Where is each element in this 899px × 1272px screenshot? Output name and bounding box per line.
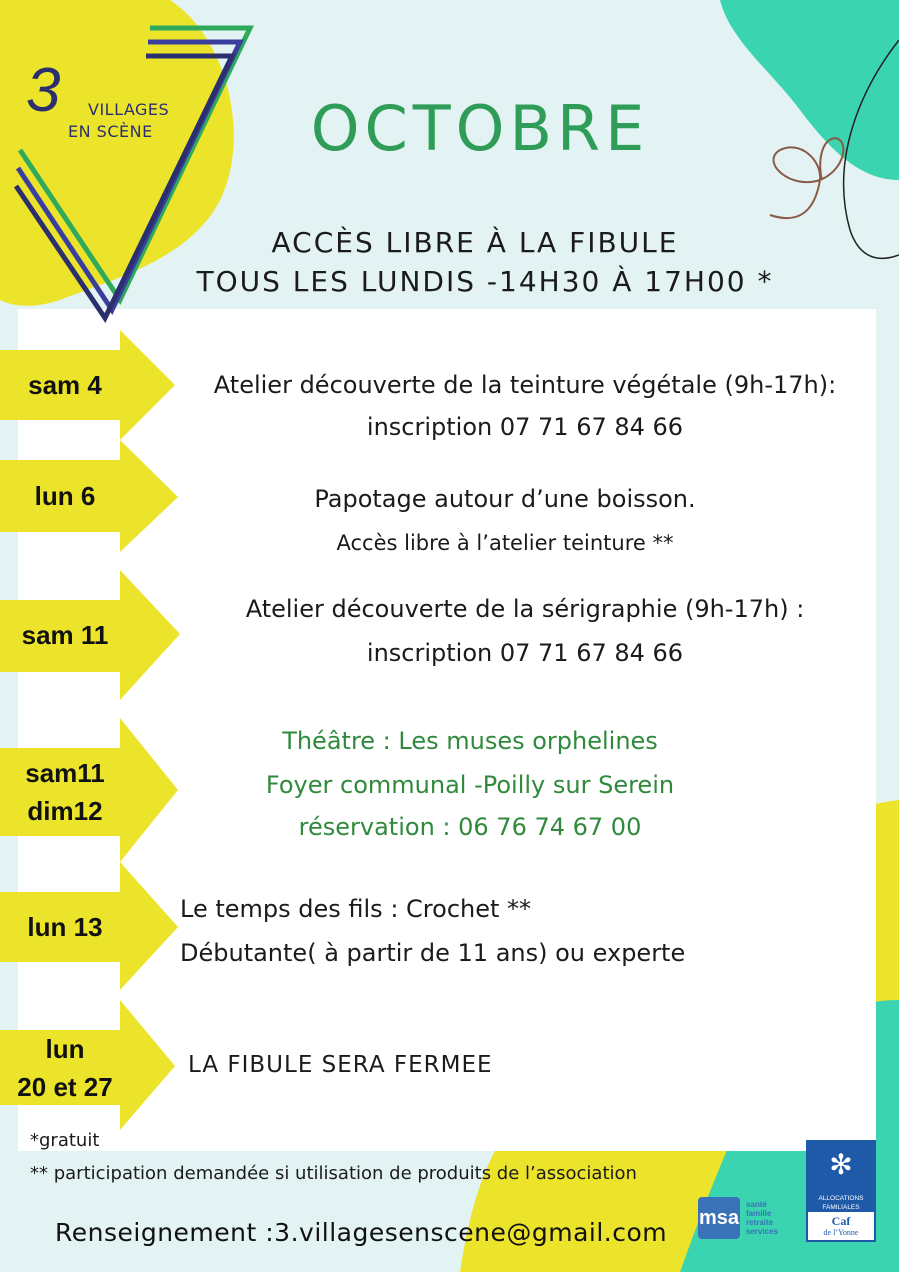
caf-label — [808, 1194, 874, 1212]
event-3 — [165, 592, 885, 670]
event-1-sub: inscription 07 71 67 84 66 — [366, 413, 684, 441]
caf-line1: ALLOCATIONS — [818, 1195, 864, 1202]
date-lun6: lun 6 — [34, 481, 96, 511]
date-lun20-27 — [0, 1030, 130, 1106]
page-title: OCTOBRE — [310, 92, 650, 165]
event-4 — [180, 724, 760, 844]
date-sam11-dim12 — [0, 754, 130, 830]
caf-line2: FAMILIALES — [822, 1204, 860, 1211]
date-lun13: lun 13 — [27, 912, 103, 942]
event-2-title: Papotage autour d’une boisson. — [314, 485, 696, 513]
msa-logo-icon: msa — [698, 1197, 740, 1239]
event-4-sub2: réservation : 06 76 74 67 00 — [298, 813, 642, 841]
event-5-title: Le temps des fils — [180, 895, 383, 923]
contact-email[interactable]: Renseignement :3.villagesenscene@gmail.com — [55, 1218, 668, 1247]
msa-line: famille — [746, 1209, 772, 1218]
msa-line: santé — [746, 1200, 767, 1209]
caf-logo — [806, 1140, 876, 1242]
event-1-title: Atelier découverte de la teinture végétale (9h-17h): — [213, 371, 837, 399]
logo-number: 3 — [26, 56, 61, 125]
caf-name: Caf — [831, 1214, 851, 1228]
event-3-title: Atelier découverte de la sérigraphie (9h-17h) : — [245, 595, 805, 623]
event-4-sub: Foyer communal -Poilly sur Serein — [265, 771, 675, 799]
logo-text — [68, 99, 169, 143]
event-1 — [160, 368, 890, 444]
caf-family-icon: ✻ — [829, 1148, 853, 1181]
event-3-sub: inscription 07 71 67 84 66 — [366, 639, 684, 667]
event-5-title-line — [180, 892, 820, 926]
date-line-2: 20 et 27 — [17, 1072, 113, 1102]
date-sam4: sam 4 — [28, 370, 102, 400]
event-4-title: Théâtre : Les muses orphelines — [282, 727, 658, 755]
msa-text — [746, 1200, 778, 1236]
logo-line2: EN SCÈNE — [68, 122, 153, 141]
date-line-1: sam11 — [25, 758, 105, 788]
msa-line: retraite — [746, 1218, 774, 1227]
date-sam11: sam 11 — [21, 620, 109, 650]
note-gratuit: *gratuit — [30, 1130, 100, 1151]
event-5 — [180, 892, 820, 970]
date-line-1: lun — [45, 1034, 85, 1064]
event-2 — [150, 482, 860, 560]
logo-line1: VILLAGES — [88, 100, 170, 119]
header-line-1: ACCÈS LIBRE À LA FIBULE — [271, 226, 679, 259]
event-6-title: LA FIBULE SERA FERMEE — [188, 1052, 493, 1078]
msa-line: services — [746, 1227, 779, 1236]
event-5-sub: Débutante( à partir de 11 ans) ou experte — [180, 939, 686, 967]
header-line-2: TOUS LES LUNDIS -14H30 À 17H00 * — [196, 265, 774, 298]
date-line-2: dim12 — [27, 796, 103, 826]
event-2-sub: Accès libre à l’atelier teinture ** — [336, 531, 674, 555]
note-participation: ** participation demandée si utilisation de produits de l’association — [30, 1163, 637, 1184]
event-5-title-rest: : Crochet ** — [382, 895, 532, 923]
caf-region: de l’Yonne — [823, 1228, 859, 1237]
